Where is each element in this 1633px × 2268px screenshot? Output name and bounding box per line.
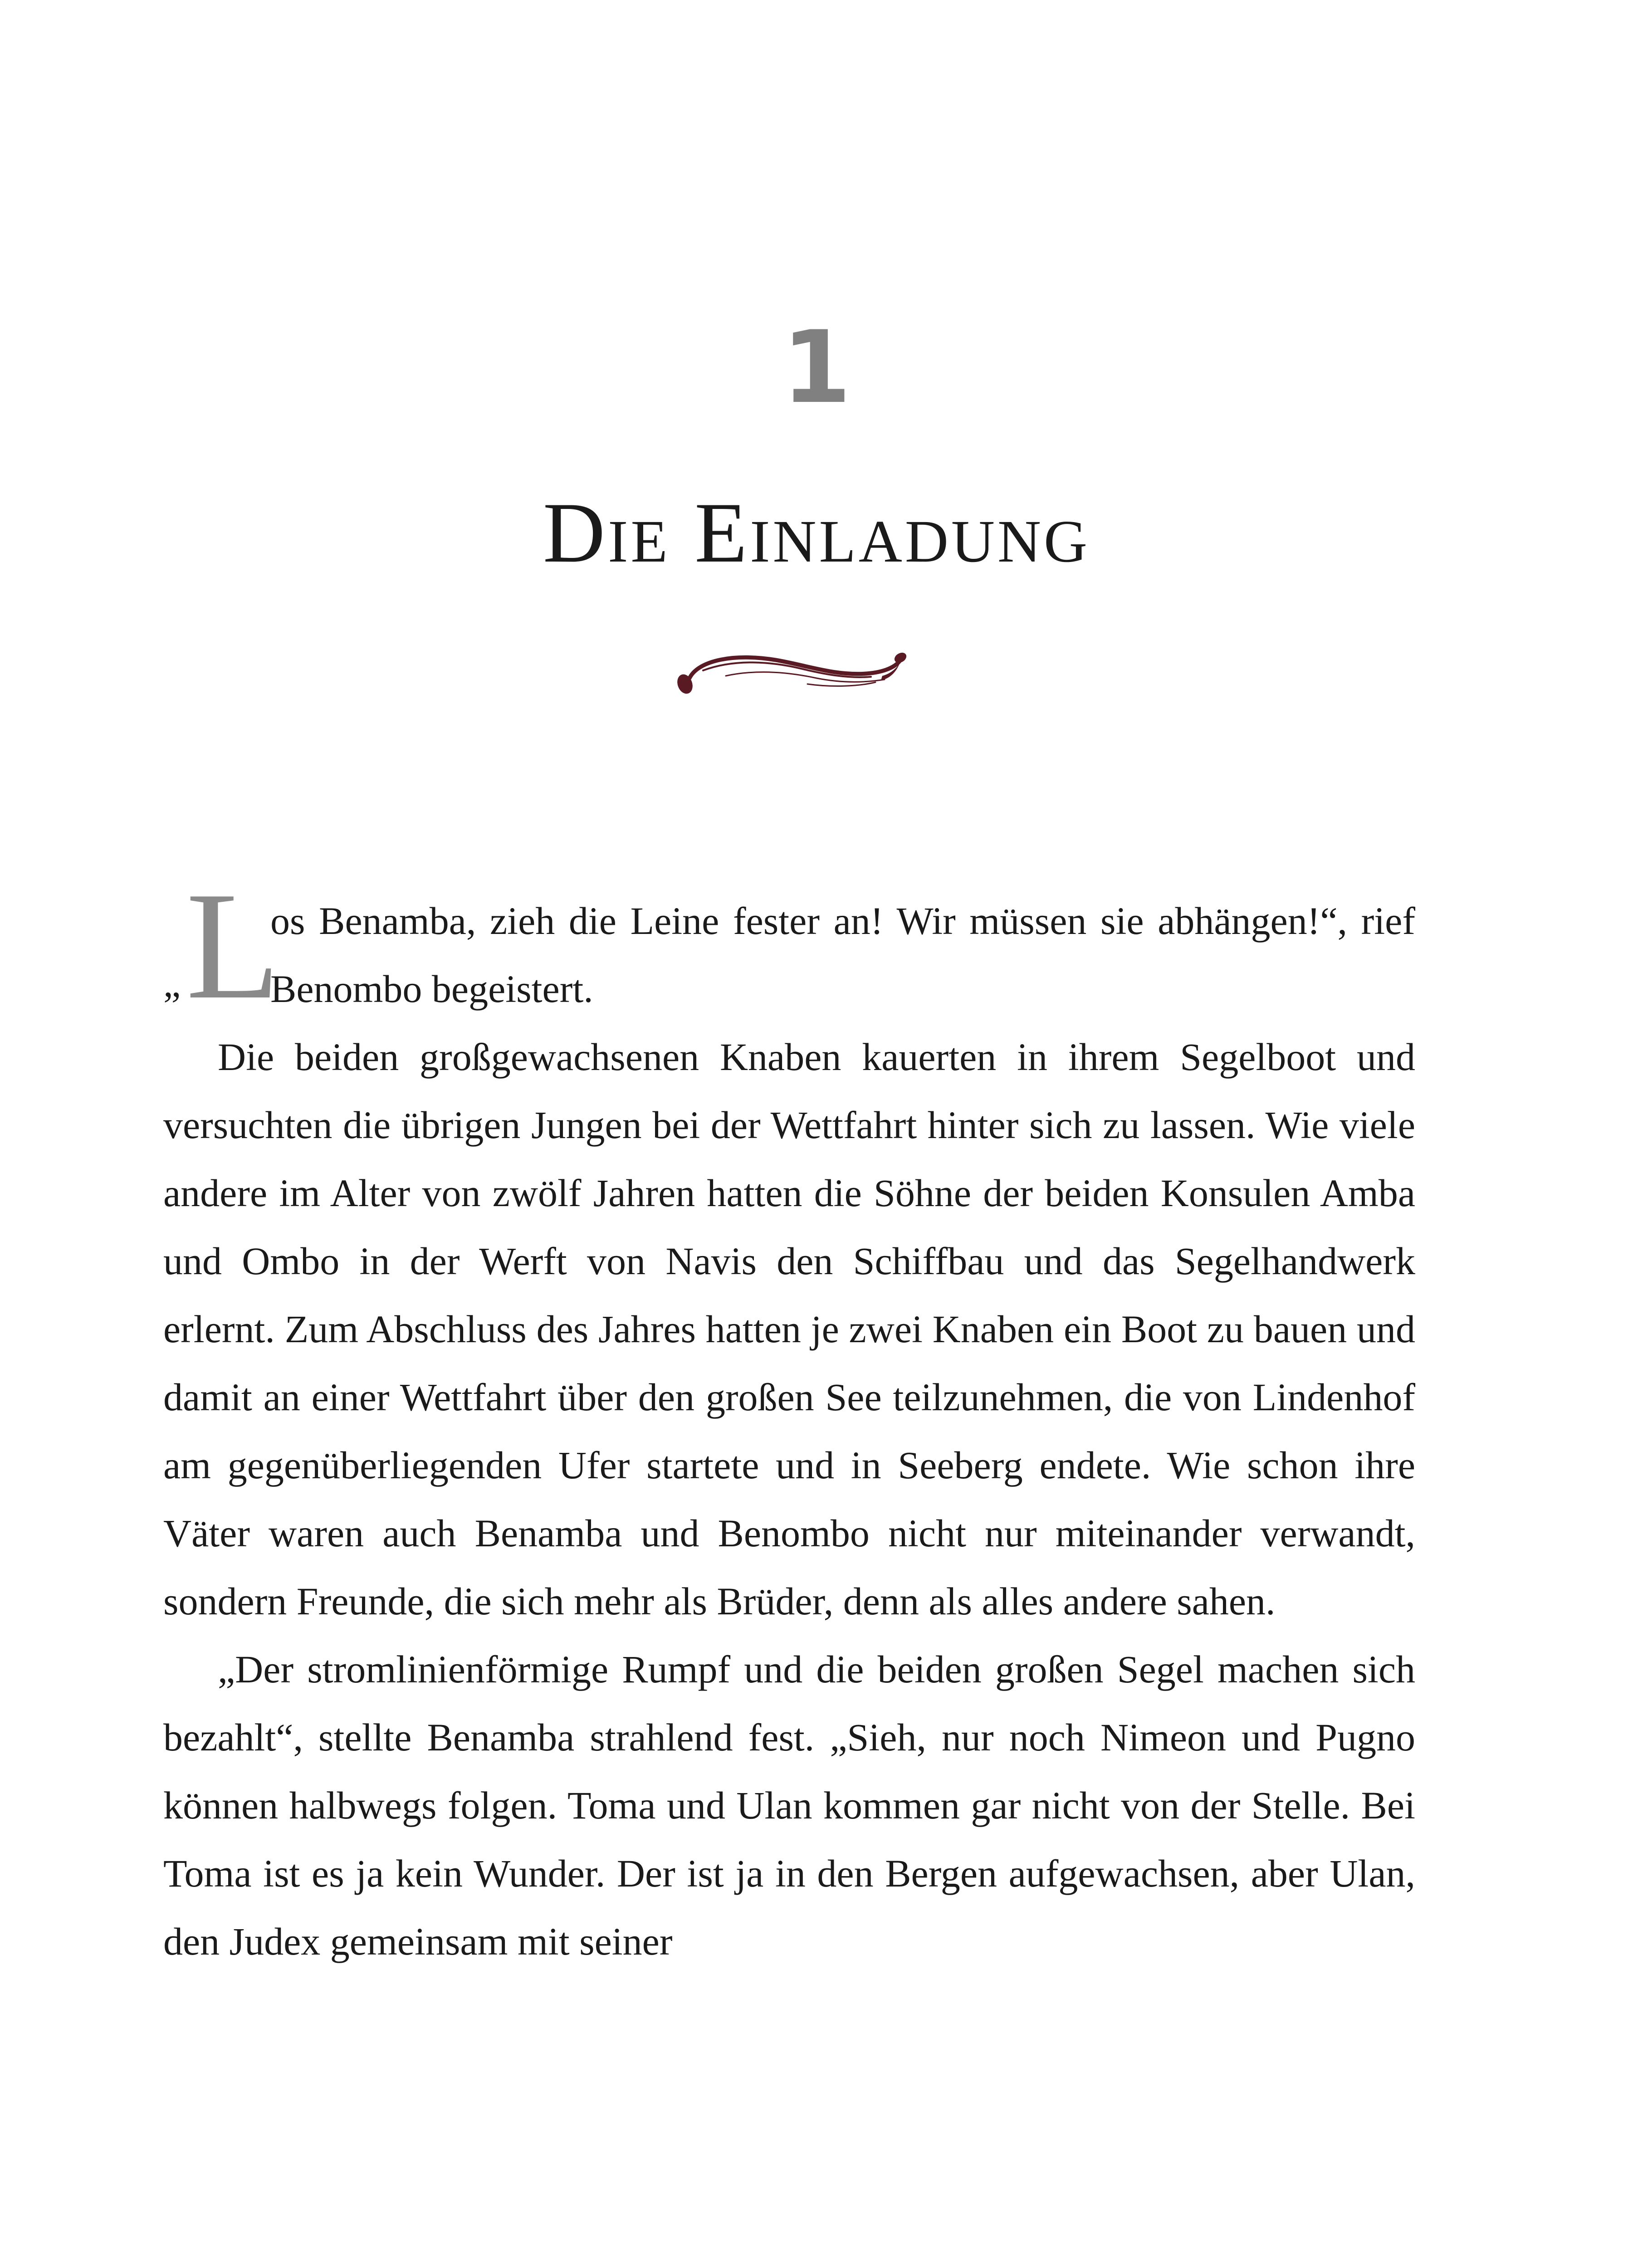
paragraph-2: Die beiden großgewachsenen Knaben kauerten in ihrem Segelboot und versuchten die übrigen Jungen bei der Wettfahrt hinter sich zu lassen. Wie viele andere im Alter von zwölf Jahren hatten die Söhne der beiden Konsulen Amba und Ombo in der Werft von Navis den Schiffbau und das Segelhandwerk erlernt. Zum Abschluss des Jahres hatten je zwei Knaben ein Boot zu bauen und damit an einer Wettfahrt über den großen See teilzunehmen, die von Lindenhof am gegenüberliegenden Ufer startete und in Seeberg endete. Wie schon ihre Väter waren auch Benamba und Benombo nicht nur miteinander verwandt, sondern Freunde, die sich mehr als Brüder, denn als alles andere sahen. [163, 1035, 1415, 1623]
drop-cap-letter: L [186, 860, 280, 1031]
paragraph-3: „Der stromlinienförmige Rumpf und die beiden großen Segel machen sich bezahlt“, stellte Benamba strahlend fest. „Sieh, nur noch Nimeon und Pugno können halbwegs folgen. Toma und Ulan kommen gar nicht von der Stelle. Bei Toma ist es ja kein Wunder. Der ist ja in den Bergen aufgewachsen, aber Ulan, den Judex gemeinsam mit seiner [163, 1647, 1415, 1963]
opening-quote-mark: „ [163, 962, 181, 1005]
chapter-number: 1 [782, 309, 851, 425]
paragraph-1 [163, 860, 1415, 1031]
paragraph-1-text: os Benamba, zieh die Leine fester an! Wir müssen sie abhängen!“, rief Benombo begeistert. [270, 899, 1415, 1011]
chapter-body-text [163, 860, 1415, 1975]
chapter-title: Die Einladung [543, 485, 1090, 581]
drop-cap-block [163, 860, 280, 1031]
flourish-ornament-icon [671, 635, 907, 703]
